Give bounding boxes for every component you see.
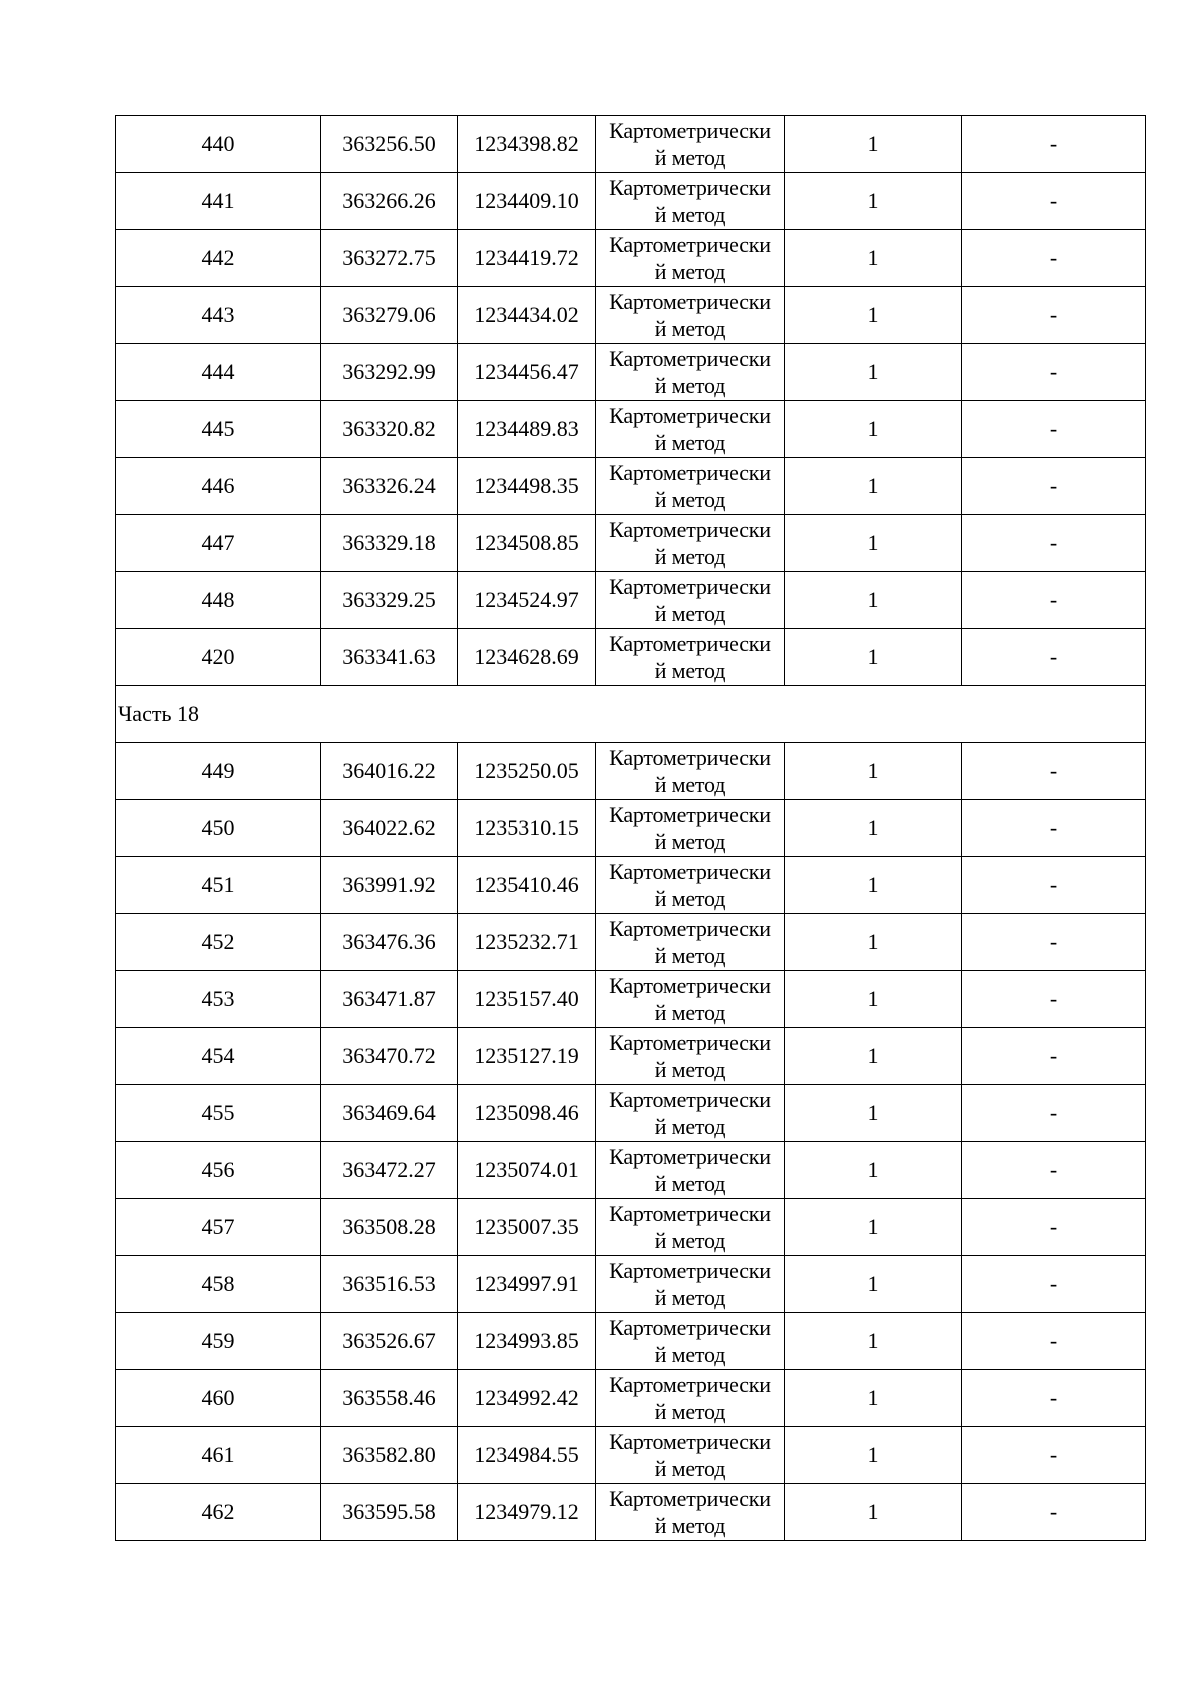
y-coordinate-cell: 1235127.19 [458, 1028, 596, 1085]
description-cell: - [962, 230, 1146, 287]
table-row [116, 971, 1146, 1028]
method-cell [596, 971, 785, 1028]
table-row [116, 1313, 1146, 1370]
method-text-line2: й метод [654, 1057, 726, 1082]
section-label: Часть 18 [116, 686, 1146, 743]
method-text-line2: й метод [654, 1513, 726, 1538]
description-cell: - [962, 1256, 1146, 1313]
accuracy-cell: 1 [785, 1256, 962, 1313]
accuracy-cell: 1 [785, 173, 962, 230]
method-cell [596, 116, 785, 173]
method-text-line1: Картометрически [609, 745, 771, 770]
point-number-cell: 440 [116, 116, 321, 173]
description-cell: - [962, 857, 1146, 914]
method-text-line1: Картометрически [609, 517, 771, 542]
description-cell: - [962, 458, 1146, 515]
table-row [116, 116, 1146, 173]
method-text-line1: Картометрически [609, 916, 771, 941]
x-coordinate-cell: 363558.46 [321, 1370, 458, 1427]
table-row [116, 743, 1146, 800]
method-text-line2: й метод [654, 1456, 726, 1481]
method-text-line1: Картометрически [609, 289, 771, 314]
x-coordinate-cell: 364016.22 [321, 743, 458, 800]
table-row [116, 1085, 1146, 1142]
method-cell [596, 515, 785, 572]
method-text-line1: Картометрически [609, 118, 771, 143]
table-row [116, 800, 1146, 857]
point-number-cell: 459 [116, 1313, 321, 1370]
method-cell [596, 1427, 785, 1484]
description-cell: - [962, 1142, 1146, 1199]
method-text-line1: Картометрически [609, 1315, 771, 1340]
method-cell [596, 1199, 785, 1256]
method-cell [596, 572, 785, 629]
y-coordinate-cell: 1234398.82 [458, 116, 596, 173]
y-coordinate-cell: 1235007.35 [458, 1199, 596, 1256]
table-row [116, 572, 1146, 629]
table-row [116, 1427, 1146, 1484]
y-coordinate-cell: 1234434.02 [458, 287, 596, 344]
y-coordinate-cell: 1234524.97 [458, 572, 596, 629]
point-number-cell: 462 [116, 1484, 321, 1541]
description-cell: - [962, 287, 1146, 344]
x-coordinate-cell: 363329.18 [321, 515, 458, 572]
accuracy-cell: 1 [785, 971, 962, 1028]
description-cell: - [962, 1370, 1146, 1427]
method-cell [596, 1085, 785, 1142]
method-text-line1: Картометрически [609, 1087, 771, 1112]
table-row [116, 515, 1146, 572]
method-text-line1: Картометрически [609, 1486, 771, 1511]
accuracy-cell: 1 [785, 629, 962, 686]
x-coordinate-cell: 363329.25 [321, 572, 458, 629]
description-cell: - [962, 173, 1146, 230]
x-coordinate-cell: 363256.50 [321, 116, 458, 173]
point-number-cell: 460 [116, 1370, 321, 1427]
x-coordinate-cell: 363516.53 [321, 1256, 458, 1313]
accuracy-cell: 1 [785, 230, 962, 287]
method-text-line2: й метод [654, 601, 726, 626]
table-row [116, 173, 1146, 230]
method-cell [596, 629, 785, 686]
description-cell: - [962, 572, 1146, 629]
method-text-line2: й метод [654, 544, 726, 569]
x-coordinate-cell: 363991.92 [321, 857, 458, 914]
method-text-line2: й метод [654, 316, 726, 341]
method-text-line2: й метод [654, 1171, 726, 1196]
accuracy-cell: 1 [785, 1313, 962, 1370]
y-coordinate-cell: 1235310.15 [458, 800, 596, 857]
method-cell [596, 1313, 785, 1370]
y-coordinate-cell: 1234498.35 [458, 458, 596, 515]
table-row [116, 1256, 1146, 1313]
method-cell [596, 401, 785, 458]
description-cell: - [962, 1313, 1146, 1370]
method-text-line2: й метод [654, 1399, 726, 1424]
accuracy-cell: 1 [785, 572, 962, 629]
point-number-cell: 455 [116, 1085, 321, 1142]
coordinates-table [115, 115, 1146, 1541]
point-number-cell: 453 [116, 971, 321, 1028]
x-coordinate-cell: 363582.80 [321, 1427, 458, 1484]
x-coordinate-cell: 363526.67 [321, 1313, 458, 1370]
table-row [116, 857, 1146, 914]
description-cell: - [962, 344, 1146, 401]
point-number-cell: 450 [116, 800, 321, 857]
x-coordinate-cell: 363341.63 [321, 629, 458, 686]
method-text-line2: й метод [654, 658, 726, 683]
accuracy-cell: 1 [785, 743, 962, 800]
method-text-line2: й метод [654, 487, 726, 512]
point-number-cell: 452 [116, 914, 321, 971]
accuracy-cell: 1 [785, 857, 962, 914]
y-coordinate-cell: 1235232.71 [458, 914, 596, 971]
method-cell [596, 743, 785, 800]
x-coordinate-cell: 363272.75 [321, 230, 458, 287]
accuracy-cell: 1 [785, 458, 962, 515]
description-cell: - [962, 1199, 1146, 1256]
method-text-line1: Картометрически [609, 346, 771, 371]
method-cell [596, 1370, 785, 1427]
method-text-line2: й метод [654, 886, 726, 911]
accuracy-cell: 1 [785, 344, 962, 401]
point-number-cell: 441 [116, 173, 321, 230]
point-number-cell: 454 [116, 1028, 321, 1085]
x-coordinate-cell: 363279.06 [321, 287, 458, 344]
method-text-line1: Картометрически [609, 1429, 771, 1454]
method-text-line2: й метод [654, 943, 726, 968]
accuracy-cell: 1 [785, 287, 962, 344]
method-text-line1: Картометрически [609, 175, 771, 200]
table-row [116, 401, 1146, 458]
x-coordinate-cell: 363471.87 [321, 971, 458, 1028]
point-number-cell: 448 [116, 572, 321, 629]
table-row [116, 1370, 1146, 1427]
x-coordinate-cell: 363320.82 [321, 401, 458, 458]
x-coordinate-cell: 363326.24 [321, 458, 458, 515]
y-coordinate-cell: 1234419.72 [458, 230, 596, 287]
y-coordinate-cell: 1235098.46 [458, 1085, 596, 1142]
method-text-line2: й метод [654, 202, 726, 227]
method-cell [596, 458, 785, 515]
point-number-cell: 445 [116, 401, 321, 458]
accuracy-cell: 1 [785, 1085, 962, 1142]
method-text-line1: Картометрически [609, 1144, 771, 1169]
accuracy-cell: 1 [785, 116, 962, 173]
accuracy-cell: 1 [785, 800, 962, 857]
table-row [116, 1028, 1146, 1085]
point-number-cell: 447 [116, 515, 321, 572]
table-row [116, 458, 1146, 515]
method-cell [596, 1256, 785, 1313]
description-cell: - [962, 401, 1146, 458]
x-coordinate-cell: 363470.72 [321, 1028, 458, 1085]
table-row [116, 344, 1146, 401]
accuracy-cell: 1 [785, 1484, 962, 1541]
y-coordinate-cell: 1234984.55 [458, 1427, 596, 1484]
method-text-line1: Картометрически [609, 1372, 771, 1397]
method-cell [596, 1142, 785, 1199]
accuracy-cell: 1 [785, 515, 962, 572]
x-coordinate-cell: 363476.36 [321, 914, 458, 971]
method-text-line1: Картометрически [609, 1201, 771, 1226]
method-cell [596, 230, 785, 287]
method-cell [596, 1484, 785, 1541]
method-cell [596, 914, 785, 971]
accuracy-cell: 1 [785, 1199, 962, 1256]
point-number-cell: 444 [116, 344, 321, 401]
description-cell: - [962, 629, 1146, 686]
accuracy-cell: 1 [785, 401, 962, 458]
table-body-after [116, 743, 1146, 1541]
description-cell: - [962, 914, 1146, 971]
method-text-line1: Картометрически [609, 631, 771, 656]
table-row [116, 1199, 1146, 1256]
y-coordinate-cell: 1234489.83 [458, 401, 596, 458]
description-cell: - [962, 1028, 1146, 1085]
method-text-line2: й метод [654, 1342, 726, 1367]
point-number-cell: 443 [116, 287, 321, 344]
point-number-cell: 449 [116, 743, 321, 800]
description-cell: - [962, 1427, 1146, 1484]
description-cell: - [962, 743, 1146, 800]
description-cell: - [962, 1085, 1146, 1142]
point-number-cell: 458 [116, 1256, 321, 1313]
point-number-cell: 451 [116, 857, 321, 914]
method-text-line2: й метод [654, 1114, 726, 1139]
x-coordinate-cell: 363292.99 [321, 344, 458, 401]
method-cell [596, 1028, 785, 1085]
y-coordinate-cell: 1234409.10 [458, 173, 596, 230]
table-section [116, 686, 1146, 743]
x-coordinate-cell: 364022.62 [321, 800, 458, 857]
table-body-before [116, 116, 1146, 686]
method-cell [596, 173, 785, 230]
method-cell [596, 287, 785, 344]
method-text-line2: й метод [654, 772, 726, 797]
table-row [116, 629, 1146, 686]
table-row [116, 1484, 1146, 1541]
x-coordinate-cell: 363266.26 [321, 173, 458, 230]
accuracy-cell: 1 [785, 1427, 962, 1484]
description-cell: - [962, 116, 1146, 173]
y-coordinate-cell: 1234628.69 [458, 629, 596, 686]
accuracy-cell: 1 [785, 1142, 962, 1199]
point-number-cell: 420 [116, 629, 321, 686]
point-number-cell: 457 [116, 1199, 321, 1256]
y-coordinate-cell: 1235074.01 [458, 1142, 596, 1199]
x-coordinate-cell: 363469.64 [321, 1085, 458, 1142]
x-coordinate-cell: 363508.28 [321, 1199, 458, 1256]
method-text-line1: Картометрически [609, 1258, 771, 1283]
y-coordinate-cell: 1234979.12 [458, 1484, 596, 1541]
method-text-line1: Картометрически [609, 973, 771, 998]
y-coordinate-cell: 1235157.40 [458, 971, 596, 1028]
method-text-line2: й метод [654, 1228, 726, 1253]
description-cell: - [962, 800, 1146, 857]
x-coordinate-cell: 363472.27 [321, 1142, 458, 1199]
point-number-cell: 442 [116, 230, 321, 287]
x-coordinate-cell: 363595.58 [321, 1484, 458, 1541]
method-text-line2: й метод [654, 1000, 726, 1025]
y-coordinate-cell: 1234508.85 [458, 515, 596, 572]
section-row [116, 686, 1146, 743]
point-number-cell: 456 [116, 1142, 321, 1199]
method-text-line2: й метод [654, 145, 726, 170]
point-number-cell: 461 [116, 1427, 321, 1484]
method-text-line1: Картометрически [609, 859, 771, 884]
method-text-line2: й метод [654, 259, 726, 284]
table-row [116, 914, 1146, 971]
point-number-cell: 446 [116, 458, 321, 515]
description-cell: - [962, 515, 1146, 572]
method-text-line1: Картометрически [609, 232, 771, 257]
y-coordinate-cell: 1234456.47 [458, 344, 596, 401]
description-cell: - [962, 1484, 1146, 1541]
method-text-line1: Картометрически [609, 403, 771, 428]
y-coordinate-cell: 1235250.05 [458, 743, 596, 800]
method-text-line1: Картометрически [609, 1030, 771, 1055]
method-text-line1: Картометрически [609, 802, 771, 827]
table-row [116, 230, 1146, 287]
accuracy-cell: 1 [785, 1370, 962, 1427]
method-cell [596, 800, 785, 857]
y-coordinate-cell: 1234993.85 [458, 1313, 596, 1370]
method-text-line2: й метод [654, 430, 726, 455]
accuracy-cell: 1 [785, 914, 962, 971]
method-text-line2: й метод [654, 373, 726, 398]
y-coordinate-cell: 1234992.42 [458, 1370, 596, 1427]
y-coordinate-cell: 1235410.46 [458, 857, 596, 914]
table-row [116, 287, 1146, 344]
method-cell [596, 857, 785, 914]
y-coordinate-cell: 1234997.91 [458, 1256, 596, 1313]
method-text-line1: Картометрически [609, 460, 771, 485]
method-text-line2: й метод [654, 1285, 726, 1310]
method-text-line1: Картометрически [609, 574, 771, 599]
description-cell: - [962, 971, 1146, 1028]
accuracy-cell: 1 [785, 1028, 962, 1085]
method-text-line2: й метод [654, 829, 726, 854]
table-row [116, 1142, 1146, 1199]
method-cell [596, 344, 785, 401]
